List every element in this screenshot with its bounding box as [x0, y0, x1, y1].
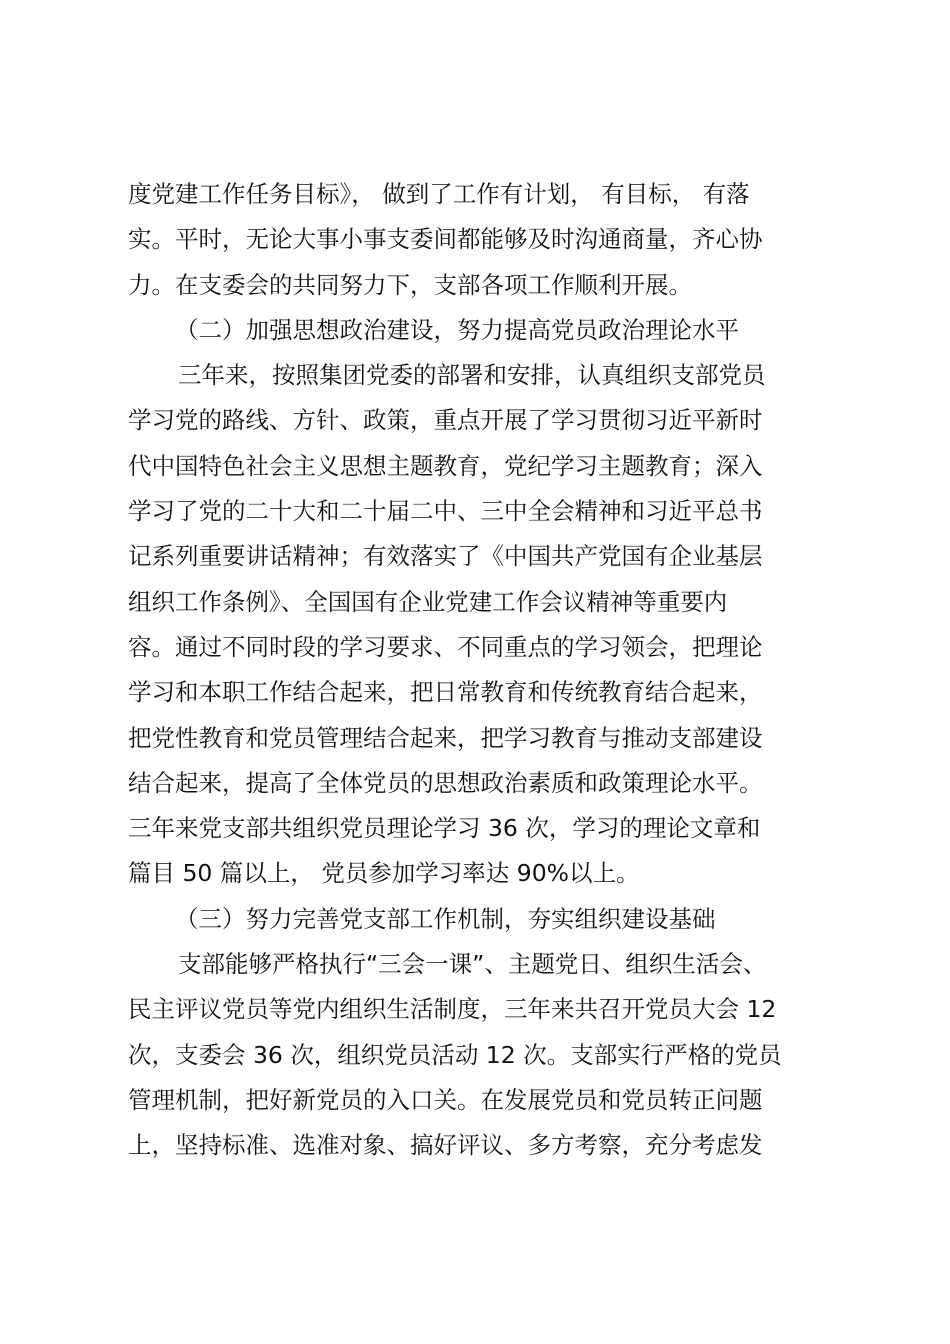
text-line: 容。通过不同时段的学习要求、不同重点的学习领会，把理论 [128, 632, 763, 661]
paragraph-first-line: 支部能够严格执行“三会一课”、主题党日、组织生活会、 [178, 950, 767, 979]
text-line: 记系列重要讲话精神；有效落实了《中国共产党国有企业基层 [128, 542, 763, 571]
text-line: 次，支委会 36 次，组织党员活动 12 次。支部实行严格的党员 [128, 1040, 782, 1069]
text-line: 篇目 50 篇以上， 党员参加学习率达 90%以上。 [128, 859, 640, 888]
text-line: 度党建工作任务目标》， 做到了工作有计划， 有目标， 有落 [128, 180, 750, 208]
text-line: 代中国特色社会主义思想主题教育，党纪学习主题教育；深入 [128, 451, 763, 480]
section-heading-3: （三）努力完善党支部工作机制，夯实组织建设基础 [175, 904, 716, 933]
text-line: 力。在支委会的共同努力下，支部各项工作顺利开展。 [128, 270, 692, 299]
text-line: 民主评议党员等党内组织生活制度，三年来共召开党员大会 12 [128, 995, 777, 1024]
text-line: 结合起来，提高了全体党员的思想政治素质和政策理论水平。 [128, 768, 763, 797]
text-line: 上，坚持标准、选准对象、搞好评议、多方考察，充分考虑发 [128, 1131, 763, 1160]
text-line: 学习了党的二十大和二十届二中、三中全会精神和习近平总书 [128, 497, 763, 526]
section-heading-2: （二）加强思想政治建设，努力提高党员政治理论水平 [175, 315, 739, 344]
document-body [128, 172, 828, 1169]
text-line: 管理机制，把好新党员的入口关。在发展党员和党员转正问题 [128, 1085, 763, 1114]
text-line: 三年来党支部共组织党员理论学习 36 次，学习的理论文章和 [128, 814, 761, 843]
text-line: 学习和本职工作结合起来，把日常教育和传统教育结合起来， [128, 678, 763, 707]
text-line: 组织工作条例》、全国国有企业党建工作会议精神等重要内 [128, 587, 728, 616]
text-line: 实。平时，无论大事小事支委间都能够及时沟通商量，齐心协 [128, 225, 763, 254]
text-line: 学习党的路线、方针、政策，重点开展了学习贯彻习近平新时 [128, 406, 763, 435]
paragraph-first-line: 三年来，按照集团党委的部署和安排，认真组织支部党员 [178, 361, 766, 390]
text-line: 把党性教育和党员管理结合起来，把学习教育与推动支部建设 [128, 723, 763, 752]
